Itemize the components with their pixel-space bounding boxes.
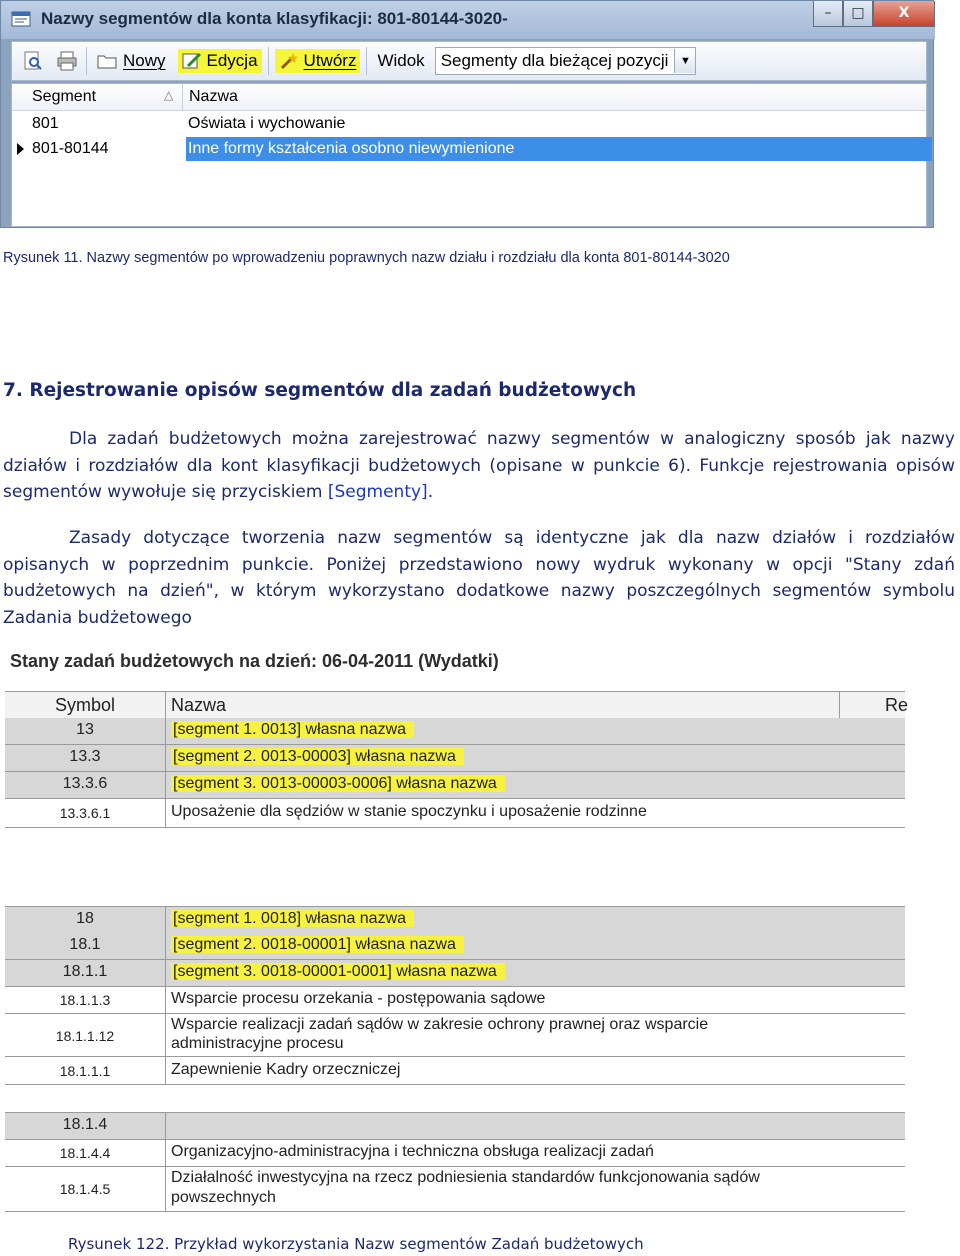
name-cell: Uposażenie dla sędziów w stanie spoczynku i uposażenie rodzinne bbox=[171, 803, 647, 820]
window-controls bbox=[813, 1, 935, 29]
report-row bbox=[5, 1014, 905, 1057]
highlighted-name-cell: [segment 2. 0018-00001] własna nazwa bbox=[171, 936, 464, 953]
symbol-cell: 13.3.6.1 bbox=[59, 805, 111, 821]
column-divider bbox=[165, 1167, 166, 1211]
name-cell: Zapewnienie Kadry orzeczniczej bbox=[171, 1061, 401, 1078]
column-divider bbox=[165, 799, 166, 827]
report-row bbox=[5, 1139, 905, 1167]
name-cell-continued: administracyjne procesu bbox=[171, 1035, 344, 1052]
name-cell: Oświata i wychowanie bbox=[188, 115, 346, 132]
new-button[interactable] bbox=[93, 49, 170, 73]
column-header-name[interactable]: Nazwa bbox=[189, 88, 238, 105]
column-divider[interactable] bbox=[182, 84, 183, 110]
column-divider bbox=[165, 987, 166, 1013]
magic-wand-icon bbox=[279, 52, 299, 70]
name-cell: Inne formy kształcenia osobno niewymienione bbox=[186, 137, 932, 161]
maximize-button[interactable]: □ bbox=[843, 1, 873, 27]
paragraph-1-end: . bbox=[427, 482, 434, 502]
paragraph-1-text: Dla zadań budżetowych można zarejestrować nazwy segmentów w analogiczny sposób jak nazwy działów i rozdziałów dla kont klasyfikacji budżetowych (opisane w punkcie 6). Funkcje rejestrowania opisów segmentów wywołuje się przyciskiem bbox=[3, 429, 955, 502]
report-row bbox=[5, 960, 905, 987]
window-title-bar[interactable] bbox=[1, 1, 935, 39]
edit-icon bbox=[182, 52, 202, 70]
minimize-button[interactable]: – bbox=[813, 1, 843, 27]
name-cell-continued: powszechnych bbox=[171, 1189, 276, 1206]
column-divider bbox=[165, 1113, 166, 1139]
report-row bbox=[5, 906, 905, 934]
report-title: Stany zadań budżetowych na dzień: 06-04-2011 (Wydatki) bbox=[10, 651, 499, 671]
search-icon[interactable] bbox=[20, 48, 46, 74]
folder-icon bbox=[97, 53, 117, 69]
symbol-cell: 18.1.1.1 bbox=[59, 1063, 111, 1079]
column-divider bbox=[165, 772, 166, 798]
report-row bbox=[5, 1167, 905, 1212]
table-row[interactable] bbox=[12, 112, 926, 136]
column-divider bbox=[165, 1139, 166, 1166]
column-divider bbox=[165, 907, 166, 933]
symbol-cell: 18.1.4.4 bbox=[59, 1145, 111, 1161]
highlighted-name-cell: [segment 3. 0018-00001-0001] własna nazwa bbox=[171, 963, 505, 980]
name-cell: Wsparcie procesu orzekania - postępowania sądowe bbox=[171, 990, 546, 1007]
column-divider bbox=[165, 692, 166, 718]
name-cell: Organizacyjno-administracyjna i techniczna obsługa realizacji zadań bbox=[171, 1143, 654, 1160]
toolbar bbox=[11, 41, 927, 81]
symbol-cell: 13.3.6 bbox=[62, 775, 108, 792]
app-icon bbox=[11, 9, 31, 29]
segment-cell: 801-80144 bbox=[32, 140, 109, 157]
header-symbol: Symbol bbox=[54, 695, 116, 715]
window-title: Nazwy segmentów dla konta klasyfikacji: 801-80144-3020- bbox=[41, 9, 508, 28]
column-divider bbox=[165, 718, 166, 744]
symbol-cell: 18.1.4.5 bbox=[59, 1181, 111, 1197]
column-divider bbox=[165, 960, 166, 986]
symbol-cell: 18.1.1 bbox=[62, 963, 108, 980]
close-button[interactable]: X bbox=[873, 1, 935, 27]
report-row bbox=[5, 799, 905, 828]
report-row bbox=[5, 745, 905, 772]
symbol-cell: 13 bbox=[76, 721, 94, 738]
printer-icon[interactable] bbox=[54, 48, 80, 74]
column-divider bbox=[165, 1014, 166, 1056]
figure-caption-11: Rysunek 11. Nazwy segmentów po wprowadzeniu poprawnych nazw działu i rozdziału dla konta 801-80144-3020 bbox=[3, 250, 730, 266]
highlighted-name-cell: [segment 2. 0013-00003] własna nazwa bbox=[171, 748, 464, 765]
symbol-cell: 18.1 bbox=[69, 936, 101, 953]
current-row-indicator-icon bbox=[17, 143, 24, 155]
segments-button-reference: [Segmenty] bbox=[327, 482, 428, 502]
header-extra: Re bbox=[885, 695, 909, 715]
paragraph-2-text: Zasady dotyczące tworzenia nazw segmentów są identyczne jak dla nazw działów i rozdziałów opisanych w poprzednim punkcie. Poniżej przedstawiono nowy wydruk wykonany w opcji "Stany zdań budżetowych na dzień", w którym wykorzystano dodatkowe nazwy poszczególnych segmentów symbolu Zadania budżetowego bbox=[3, 528, 955, 628]
column-divider bbox=[165, 745, 166, 771]
view-label: Widok bbox=[377, 51, 425, 70]
edit-button-label: Edycja bbox=[206, 51, 258, 70]
symbol-cell: 18.1.4 bbox=[62, 1116, 108, 1133]
toolbar-separator bbox=[86, 47, 87, 75]
column-divider bbox=[165, 1057, 166, 1084]
segment-cell: 801 bbox=[32, 115, 59, 132]
report-row bbox=[5, 718, 905, 745]
section-heading: 7. Rejestrowanie opisów segmentów dla zadań budżetowych bbox=[3, 380, 637, 401]
symbol-cell: 18.1.1.3 bbox=[59, 992, 111, 1008]
toolbar-separator bbox=[268, 47, 269, 75]
report-header-row bbox=[5, 691, 909, 719]
highlighted-name-cell: [segment 1. 0018] własna nazwa bbox=[171, 910, 414, 927]
symbol-cell: 18 bbox=[76, 910, 94, 927]
symbol-cell: 13.3 bbox=[69, 748, 101, 765]
view-dropdown[interactable] bbox=[435, 47, 697, 75]
paragraph-2 bbox=[3, 525, 955, 631]
highlighted-name-cell: [segment 1. 0013] własna nazwa bbox=[171, 721, 414, 738]
paragraph-1 bbox=[3, 426, 955, 506]
header-name: Nazwa bbox=[171, 695, 227, 715]
view-dropdown-value: Segmenty dla bieżącej pozycji bbox=[440, 51, 669, 70]
edit-button[interactable] bbox=[178, 49, 262, 73]
toolbar-separator bbox=[366, 47, 367, 75]
figure-caption-122: Rysunek 122. Przykład wykorzystania Nazw segmentów Zadań budżetowych bbox=[68, 1235, 644, 1253]
report-row bbox=[5, 1112, 905, 1140]
new-button-label: Nowy bbox=[123, 51, 166, 70]
name-cell: Wsparcie realizacji zadań sądów w zakresie ochrony prawnej oraz wsparcie bbox=[171, 1016, 709, 1033]
name-cell: Działalność inwestycyjna na rzecz podniesienia standardów funkcjonowania sądów bbox=[171, 1169, 760, 1186]
symbol-cell: 18.1.1.12 bbox=[55, 1028, 115, 1044]
report-row bbox=[5, 772, 905, 799]
table-row-selected[interactable] bbox=[12, 137, 926, 161]
segment-names-window bbox=[0, 0, 934, 228]
report-row bbox=[5, 1057, 905, 1085]
column-divider bbox=[165, 933, 166, 959]
sort-ascending-icon: △ bbox=[164, 88, 174, 102]
chevron-down-icon[interactable]: ▼ bbox=[674, 49, 695, 73]
highlighted-name-cell: [segment 3. 0013-00003-0006] własna nazwa bbox=[171, 775, 505, 792]
segments-grid bbox=[11, 83, 927, 227]
create-button[interactable] bbox=[275, 49, 361, 73]
report-row bbox=[5, 933, 905, 960]
column-header-segment[interactable]: Segment bbox=[32, 88, 97, 105]
report-row bbox=[5, 987, 905, 1014]
grid-header bbox=[12, 84, 926, 111]
create-button-label: Utwórz bbox=[303, 51, 357, 70]
column-divider bbox=[839, 692, 840, 718]
